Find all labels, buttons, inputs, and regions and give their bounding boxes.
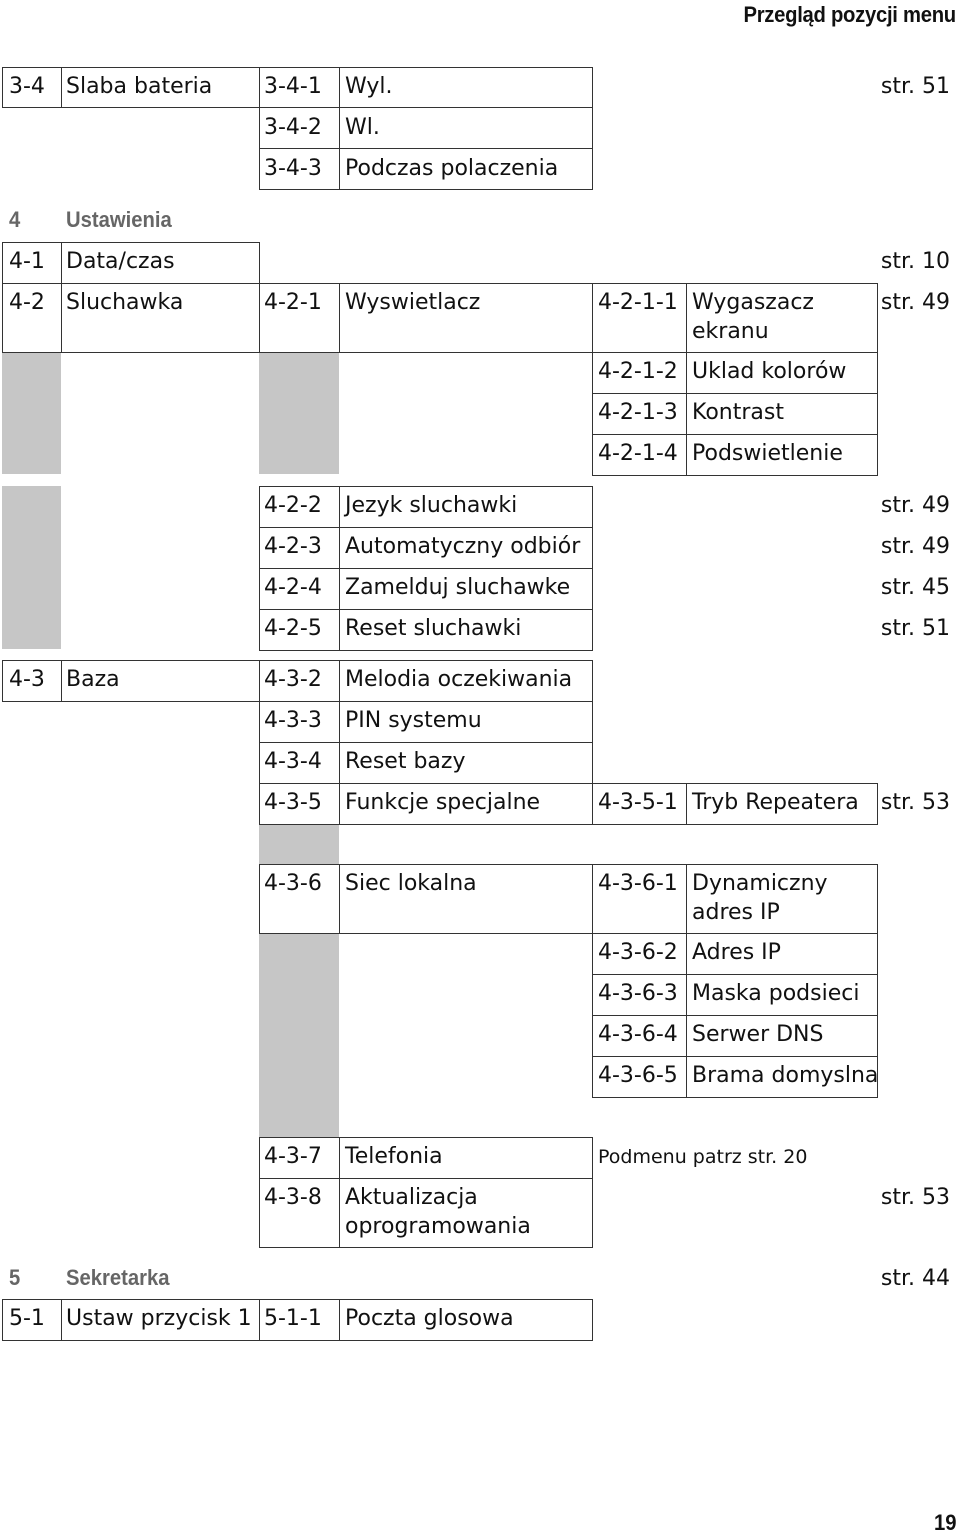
menu-code: 4-3-6-3 — [598, 981, 678, 1006]
menu-label: Automatyczny odbiór — [345, 534, 581, 559]
menu-label: Maska podsieci — [692, 981, 860, 1006]
menu-code: 4-2-3 — [264, 534, 322, 559]
menu-code: 4-3-3 — [264, 708, 322, 733]
continuation-shade — [259, 353, 340, 475]
menu-label: Reset sluchawki — [345, 616, 522, 641]
menu-label: Funkcje specjalne — [345, 790, 541, 815]
menu-code: 4-3-6-4 — [598, 1022, 678, 1047]
menu-label: Ustaw przycisk 1 — [66, 1306, 252, 1331]
menu-code: 3-4-2 — [264, 115, 322, 140]
continuation-shade — [259, 825, 340, 865]
menu-label: Aktualizacja — [345, 1185, 478, 1210]
menu-label: Slaba bateria — [66, 74, 213, 99]
menu-code: 3-4-1 — [264, 74, 322, 99]
menu-label: Sluchawka — [66, 290, 184, 315]
page-reference: str. 49 — [880, 290, 950, 315]
menu-label: Melodia oczekiwania — [345, 667, 573, 692]
menu-label: oprogramowania — [345, 1214, 531, 1239]
menu-label: Data/czas — [66, 249, 175, 274]
menu-code: 4-3 — [9, 667, 45, 692]
section-title: Ustawienia — [66, 207, 172, 232]
menu-code: 5-1 — [9, 1306, 45, 1331]
menu-label: Telefonia — [345, 1144, 443, 1169]
menu-label: Kontrast — [692, 400, 784, 425]
menu-code: 4-3-7 — [264, 1144, 322, 1169]
menu-code: 3-4-3 — [264, 156, 322, 181]
menu-code: 4-3-4 — [264, 749, 322, 774]
menu-label: Baza — [66, 667, 120, 692]
page-reference: str. 49 — [880, 493, 950, 518]
page-header-title: Przegląd pozycji menu — [743, 2, 956, 27]
menu-label: Uklad kolorów — [692, 359, 847, 384]
menu-label: Brama domyslna — [692, 1063, 879, 1088]
menu-label: PIN systemu — [345, 708, 482, 733]
page-reference: str. 53 — [880, 790, 950, 815]
page-reference: str. 49 — [880, 534, 950, 559]
menu-label: Reset bazy — [345, 749, 466, 774]
continuation-shade — [259, 934, 340, 1138]
menu-label: Tryb Repeatera — [692, 790, 859, 815]
menu-label: Podczas polaczenia — [345, 156, 559, 181]
menu-label: ekranu — [692, 319, 769, 344]
menu-label: Poczta glosowa — [345, 1306, 514, 1331]
page-reference: str. 44 — [880, 1266, 950, 1291]
submenu-note: Podmenu patrz str. 20 — [598, 1146, 808, 1168]
menu-code: 4-3-6-5 — [598, 1063, 678, 1088]
menu-label: adres IP — [692, 900, 780, 925]
menu-code: 4-3-8 — [264, 1185, 322, 1210]
menu-code: 4-2-1-2 — [598, 359, 678, 384]
menu-code: 4-2-1 — [264, 290, 322, 315]
page-number: 19 — [933, 1510, 956, 1535]
page-reference: str. 10 — [880, 249, 950, 274]
menu-code: 4-3-6-2 — [598, 940, 678, 965]
menu-code: 4-3-6-1 — [598, 871, 678, 896]
menu-label: Siec lokalna — [345, 871, 477, 896]
menu-label: Adres IP — [692, 940, 781, 965]
menu-label: Serwer DNS — [692, 1022, 824, 1047]
page-reference: str. 45 — [880, 575, 950, 600]
menu-code: 4-1 — [9, 249, 45, 274]
page-reference: str. 53 — [880, 1185, 950, 1210]
menu-label: Zamelduj sluchawke — [345, 575, 571, 600]
section-number: 4 — [9, 207, 21, 232]
menu-code: 4-3-5-1 — [598, 790, 678, 815]
section-title: Sekretarka — [66, 1265, 170, 1290]
menu-code: 3-4 — [9, 74, 45, 99]
menu-code: 4-3-5 — [264, 790, 322, 815]
menu-code: 5-1-1 — [264, 1306, 322, 1331]
menu-code: 4-2-1-1 — [598, 290, 678, 315]
page-reference: str. 51 — [880, 616, 950, 641]
menu-code: 4-2-2 — [264, 493, 322, 518]
menu-label: Jezyk sluchawki — [345, 493, 518, 518]
menu-label: Wyl. — [345, 74, 393, 99]
menu-label: Wl. — [345, 115, 380, 140]
menu-code: 4-2 — [9, 290, 45, 315]
continuation-shade — [2, 486, 62, 650]
menu-code: 4-2-1-4 — [598, 441, 678, 466]
menu-label: Dynamiczny — [692, 871, 828, 896]
menu-code: 4-2-4 — [264, 575, 322, 600]
menu-label: Wygaszacz — [692, 290, 814, 315]
page-reference: str. 51 — [880, 74, 950, 99]
menu-label: Podswietlenie — [692, 441, 843, 466]
menu-code: 4-3-2 — [264, 667, 322, 692]
section-number: 5 — [9, 1265, 21, 1290]
menu-code: 4-3-6 — [264, 871, 322, 896]
menu-code: 4-2-1-3 — [598, 400, 678, 425]
continuation-shade — [2, 353, 62, 475]
menu-code: 4-2-5 — [264, 616, 322, 641]
menu-label: Wyswietlacz — [345, 290, 481, 315]
